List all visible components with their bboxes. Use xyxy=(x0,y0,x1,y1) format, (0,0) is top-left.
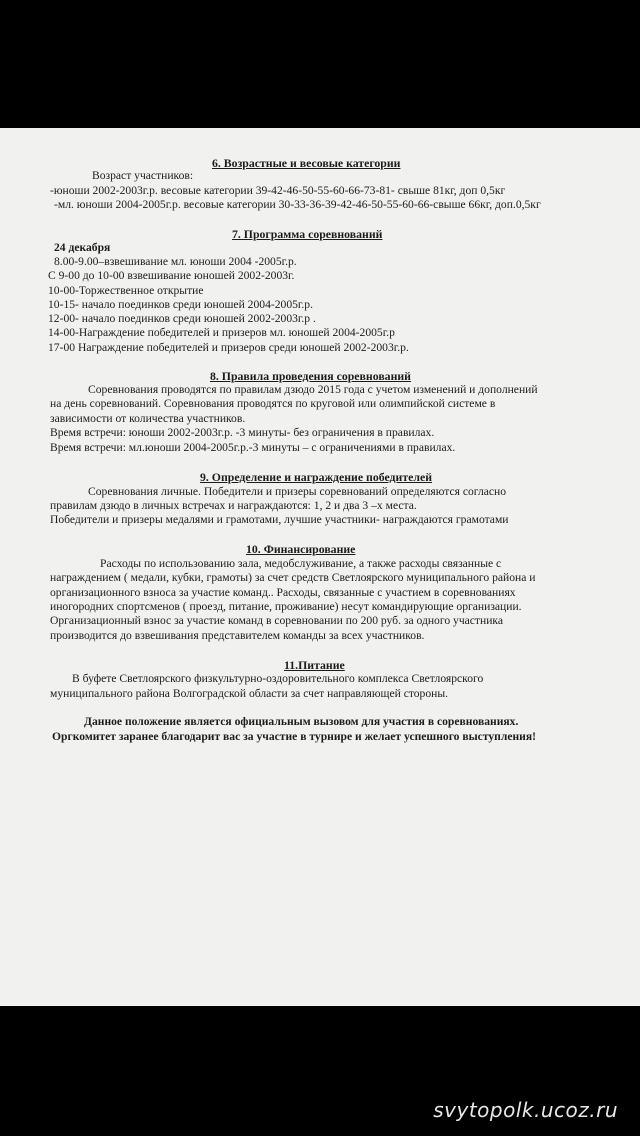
section-7-date: 24 декабря xyxy=(54,241,111,254)
section-7-heading: 7. Программа соревнований xyxy=(232,227,383,241)
section-10-line: Организационный взнос за участие команд в соревновании по 200 руб. за одного участника xyxy=(50,614,504,627)
section-8-line: зависимости от количества участников. xyxy=(50,412,246,425)
section-8-heading: 8. Правила проведения соревнований xyxy=(210,369,411,383)
section-6-line: -юноши 2002-2003г.р. весовые категории 39-42-46-50-55-60-66-73-81- свыше 81кг, доп 0,5кг xyxy=(50,184,506,197)
schedule-item: 10-00-Торжественное открытие xyxy=(48,284,204,297)
schedule-item: 8.00-9.00–взвешивание мл. юноши 2004 -2005г.р. xyxy=(54,255,297,268)
section-9-line: Победители и призеры медалями и грамотами, лучшие участники- награждаются грамотами xyxy=(50,513,509,526)
closing-statement: Данное положение является официальным вызовом для участия в соревнованиях. xyxy=(84,715,519,728)
section-8-line: Время встречи: юноши 2002-2003г.р. -3 минуты- без ограничения в правилах. xyxy=(50,426,435,439)
section-10-line: Расходы по использованию зала, медобслуживание, а также расходы связанные с xyxy=(100,557,502,570)
section-10-line: иногородних спортсменов ( проезд, питание, проживание) несут командирующие организации. xyxy=(50,600,522,613)
section-10-line: производится до взвешивания представителем команды за всех участников. xyxy=(50,629,425,642)
schedule-item: 14-00-Награждение победителей и призеров мл. юношей 2004-2005г.р xyxy=(48,326,395,339)
schedule-item: 10-15- начало поединков среди юношей 2004-2005г.р. xyxy=(48,298,313,311)
section-6-line: -мл. юноши 2004-2005г.р. весовые категории 30-33-36-39-42-46-50-55-60-66-свыше 66кг, доп.0,5кг xyxy=(54,198,541,211)
section-11-line: муниципального района Волгоградской области за счет направляющей стороны. xyxy=(50,687,449,700)
schedule-item: 17-00 Награждение победителей и призеров среди юношей 2002-2003г.р. xyxy=(48,341,409,354)
section-6-heading: 6. Возрастные и весовые категории xyxy=(212,156,401,170)
section-10-heading: 10. Финансирование xyxy=(246,542,356,556)
site-watermark: svytopolk.ucoz.ru xyxy=(433,1098,618,1122)
section-10-line: организационного взноса за участие команд.. Расходы, связанные с участием в соревнованиях xyxy=(50,586,516,599)
section-10-line: награждением ( медали, кубки, грамоты) за счет средств Светлоярского муниципального района и xyxy=(50,571,536,584)
section-9-heading: 9. Определение и награждение победителей xyxy=(200,470,433,484)
section-11-line: В буфете Светлоярского физкультурно-оздоровительного комплекса Светлоярского xyxy=(72,672,484,685)
schedule-item: 12-00- начало поединков среди юношей 2002-2003г.р . xyxy=(48,312,316,325)
section-6-line: Возраст участников: xyxy=(92,169,194,182)
section-11-heading: 11.Питание xyxy=(284,658,345,672)
section-8-line: Время встречи: мл.юноши 2004-2005г.р.-3 минуты – с ограничениями в правилах. xyxy=(50,441,456,454)
closing-thanks: Оргкомитет заранее благодарит вас за участие в турнире и желает успешного выступления! xyxy=(52,730,536,743)
document-page xyxy=(0,128,640,1006)
section-9-line: правилам дзюдо в личных встречах и награждаются: 1, 2 и два 3 –х места. xyxy=(50,499,417,512)
section-9-line: Соревнования личные. Победители и призеры соревнований определяются согласно xyxy=(88,485,507,498)
section-8-line: на день соревнований. Соревнования проводятся по круговой или олимпийской системе в xyxy=(50,397,496,410)
schedule-item: С 9-00 до 10-00 взвешивание юношей 2002-2003г. xyxy=(48,269,295,282)
section-8-line: Соревнования проводятся по правилам дзюдо 2015 года с учетом изменений и дополнений xyxy=(88,383,538,396)
